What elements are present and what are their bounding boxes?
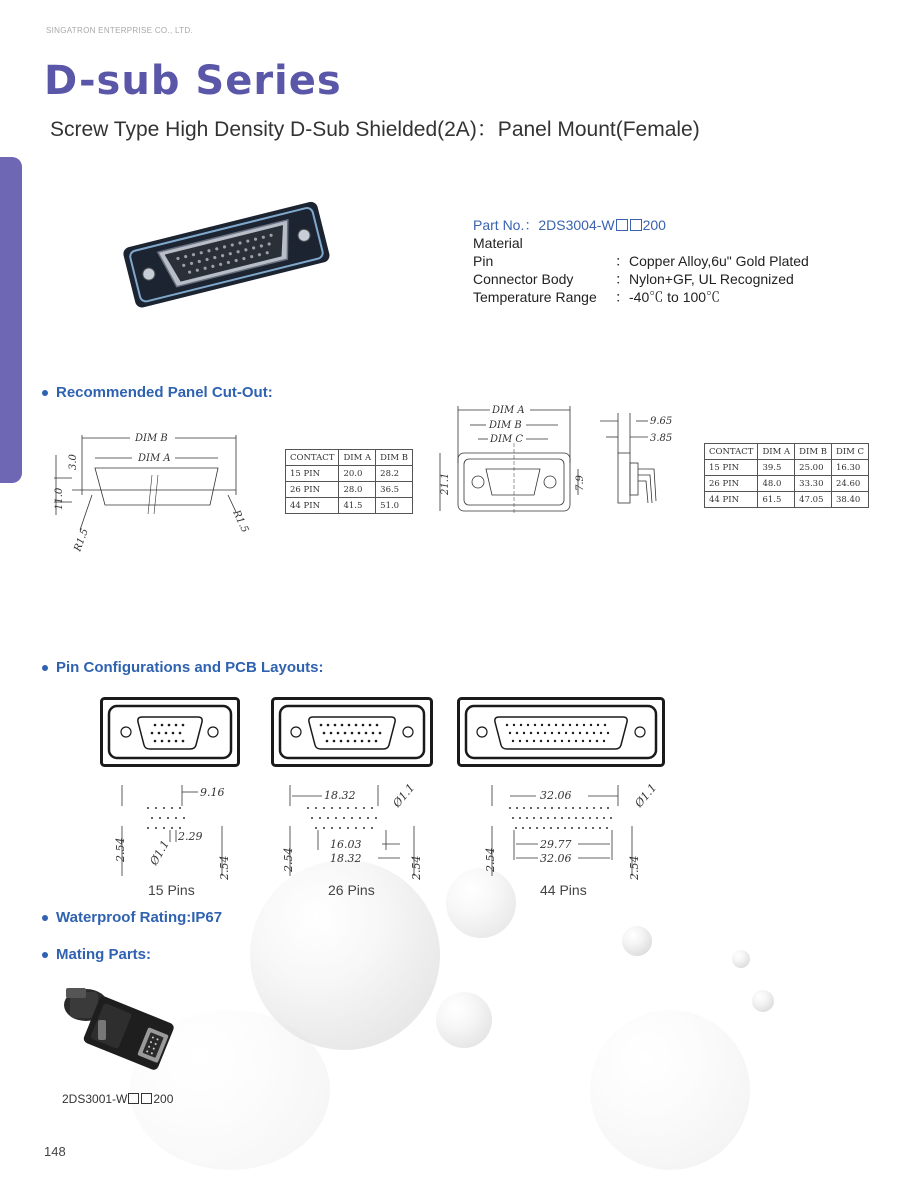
- bullet-icon: [42, 665, 48, 671]
- mating-part-photo: [58, 980, 188, 1080]
- pcb26-phi: Ø1.1: [390, 781, 418, 810]
- spec-row-temperature: Temperature Range ：-40℃ to 100℃: [473, 289, 721, 305]
- table-row: [286, 482, 413, 498]
- table-cell: 26 PIN: [286, 482, 339, 498]
- table-header-row: [286, 450, 413, 466]
- table-cell: 28.0: [339, 482, 376, 498]
- page-number: 148: [44, 1144, 66, 1159]
- front-dim-a: DIM A: [492, 405, 525, 416]
- table-cell: 16.30: [831, 460, 868, 476]
- pcb26-d4: 2.54: [282, 847, 295, 872]
- spec-row-body: Connector Body ：Nylon+GF, UL Recognized: [473, 271, 794, 287]
- pcb26-d1: 18.32: [324, 789, 356, 802]
- connector-photo: [118, 196, 333, 311]
- table-header: DIM B: [795, 444, 832, 460]
- front-dim-table: [704, 443, 869, 508]
- front-dim-c: DIM C: [490, 434, 524, 445]
- pcb44-d3: 32.06: [540, 852, 572, 865]
- pcb-layout-15: [110, 780, 250, 882]
- table-header: DIM A: [339, 450, 376, 466]
- table-header: CONTACT: [286, 450, 339, 466]
- front-view-drawing: [430, 403, 690, 518]
- section-pin-config: Pin Configurations and PCB Layouts:: [42, 659, 324, 676]
- dim-a-label: DIM A: [138, 453, 171, 464]
- table-cell: 15 PIN: [705, 460, 758, 476]
- material-label: Material: [473, 235, 523, 251]
- front-dim-79: 7.9: [575, 475, 586, 491]
- table-cell: 41.5: [339, 498, 376, 514]
- front-dim-b: DIM B: [489, 420, 522, 431]
- table-row: [286, 466, 413, 482]
- pcb15-phi: Ø1.1: [147, 838, 172, 868]
- pcb-layout-44: [480, 780, 670, 882]
- r1-label: R1.5: [72, 527, 91, 554]
- table-cell: 15 PIN: [286, 466, 339, 482]
- pcb-layout-26: [278, 780, 438, 882]
- table-cell: 20.0: [339, 466, 376, 482]
- table-cell: 24.60: [831, 476, 868, 492]
- bullet-icon: [42, 915, 48, 921]
- spec-block: [473, 216, 809, 306]
- part-number: Part No.：2DS3004-W 200: [473, 217, 666, 233]
- section-mating: Mating Parts:: [42, 946, 151, 963]
- connector-face-26: [271, 697, 433, 767]
- pcb26-d5: 2.54: [410, 855, 423, 880]
- table-cell: 44 PIN: [705, 492, 758, 508]
- table-cell: 26 PIN: [705, 476, 758, 492]
- table-cell: 28.2: [376, 466, 413, 482]
- pcb44-d1: 32.06: [540, 789, 572, 802]
- dim-b-label: DIM B: [135, 433, 168, 444]
- table-cell: 44 PIN: [286, 498, 339, 514]
- mating-part-number: 2DS3001-W 200: [62, 1092, 174, 1106]
- section-waterproof: Waterproof Rating:IP67: [42, 909, 222, 926]
- pcb44-caption: 44 Pins: [540, 882, 587, 898]
- pcb26-d3: 18.32: [330, 852, 362, 865]
- table-cell: 48.0: [758, 476, 795, 492]
- table-cell: 38.40: [831, 492, 868, 508]
- table-cell: 61.5: [758, 492, 795, 508]
- connector-face-44: [457, 697, 665, 767]
- table-row: [705, 476, 869, 492]
- pcb44-d5: 2.54: [628, 855, 641, 880]
- r2-label: R1.5: [230, 508, 251, 535]
- decorative-bubble: [732, 950, 750, 968]
- pcb44-phi: Ø1.1: [632, 781, 660, 810]
- pcb15-d4: 2.54: [218, 855, 231, 880]
- pcb26-d2: 16.03: [330, 838, 362, 851]
- table-cell: 51.0: [376, 498, 413, 514]
- dim-3-label: 3.0: [68, 454, 79, 470]
- table-cell: 25.00: [795, 460, 832, 476]
- table-header: DIM B: [376, 450, 413, 466]
- cutout-dim-table: [285, 449, 413, 514]
- page-subtitle: Screw Type High Density D-Sub Shielded(2A)：Panel Mount(Female): [50, 118, 700, 141]
- pcb15-d3: 2.54: [114, 837, 127, 862]
- side-dim-385: 3.85: [650, 433, 673, 444]
- connector-face-15: [100, 697, 240, 767]
- pcb15-d2: 2.29: [178, 830, 203, 843]
- bullet-icon: [42, 390, 48, 396]
- page-title: D-sub Series: [44, 58, 342, 104]
- table-cell: 33.30: [795, 476, 832, 492]
- table-row: [705, 460, 869, 476]
- table-cell: 39.5: [758, 460, 795, 476]
- pcb44-d4: 2.54: [484, 847, 497, 872]
- table-header: DIM C: [831, 444, 868, 460]
- pcb44-d2: 29.77: [540, 838, 572, 851]
- table-cell: 47.05: [795, 492, 832, 508]
- decorative-bubble: [752, 990, 774, 1012]
- table-cell: 36.5: [376, 482, 413, 498]
- front-dim-21: 21.1: [440, 472, 451, 495]
- company-name: SINGATRON ENTERPRISE CO., LTD.: [46, 26, 193, 35]
- side-tab: [0, 157, 22, 483]
- table-header: CONTACT: [705, 444, 758, 460]
- cutout-drawing: [50, 430, 260, 565]
- table-header-row: [705, 444, 869, 460]
- decorative-bubble: [590, 1010, 750, 1170]
- decorative-bubble: [622, 926, 652, 956]
- section-cutout: Recommended Panel Cut-Out:: [42, 384, 273, 401]
- decorative-bubble: [436, 992, 492, 1048]
- spec-row-pin: Pin ：Copper Alloy,6u" Gold Plated: [473, 253, 809, 269]
- pcb15-caption: 15 Pins: [148, 882, 195, 898]
- pcb26-caption: 26 Pins: [328, 882, 375, 898]
- table-row: [286, 498, 413, 514]
- dim-11-label: 11.0: [54, 487, 65, 510]
- table-header: DIM A: [758, 444, 795, 460]
- bullet-icon: [42, 952, 48, 958]
- table-row: [705, 492, 869, 508]
- side-dim-965: 9.65: [650, 416, 673, 427]
- pcb15-d1: 9.16: [200, 786, 225, 799]
